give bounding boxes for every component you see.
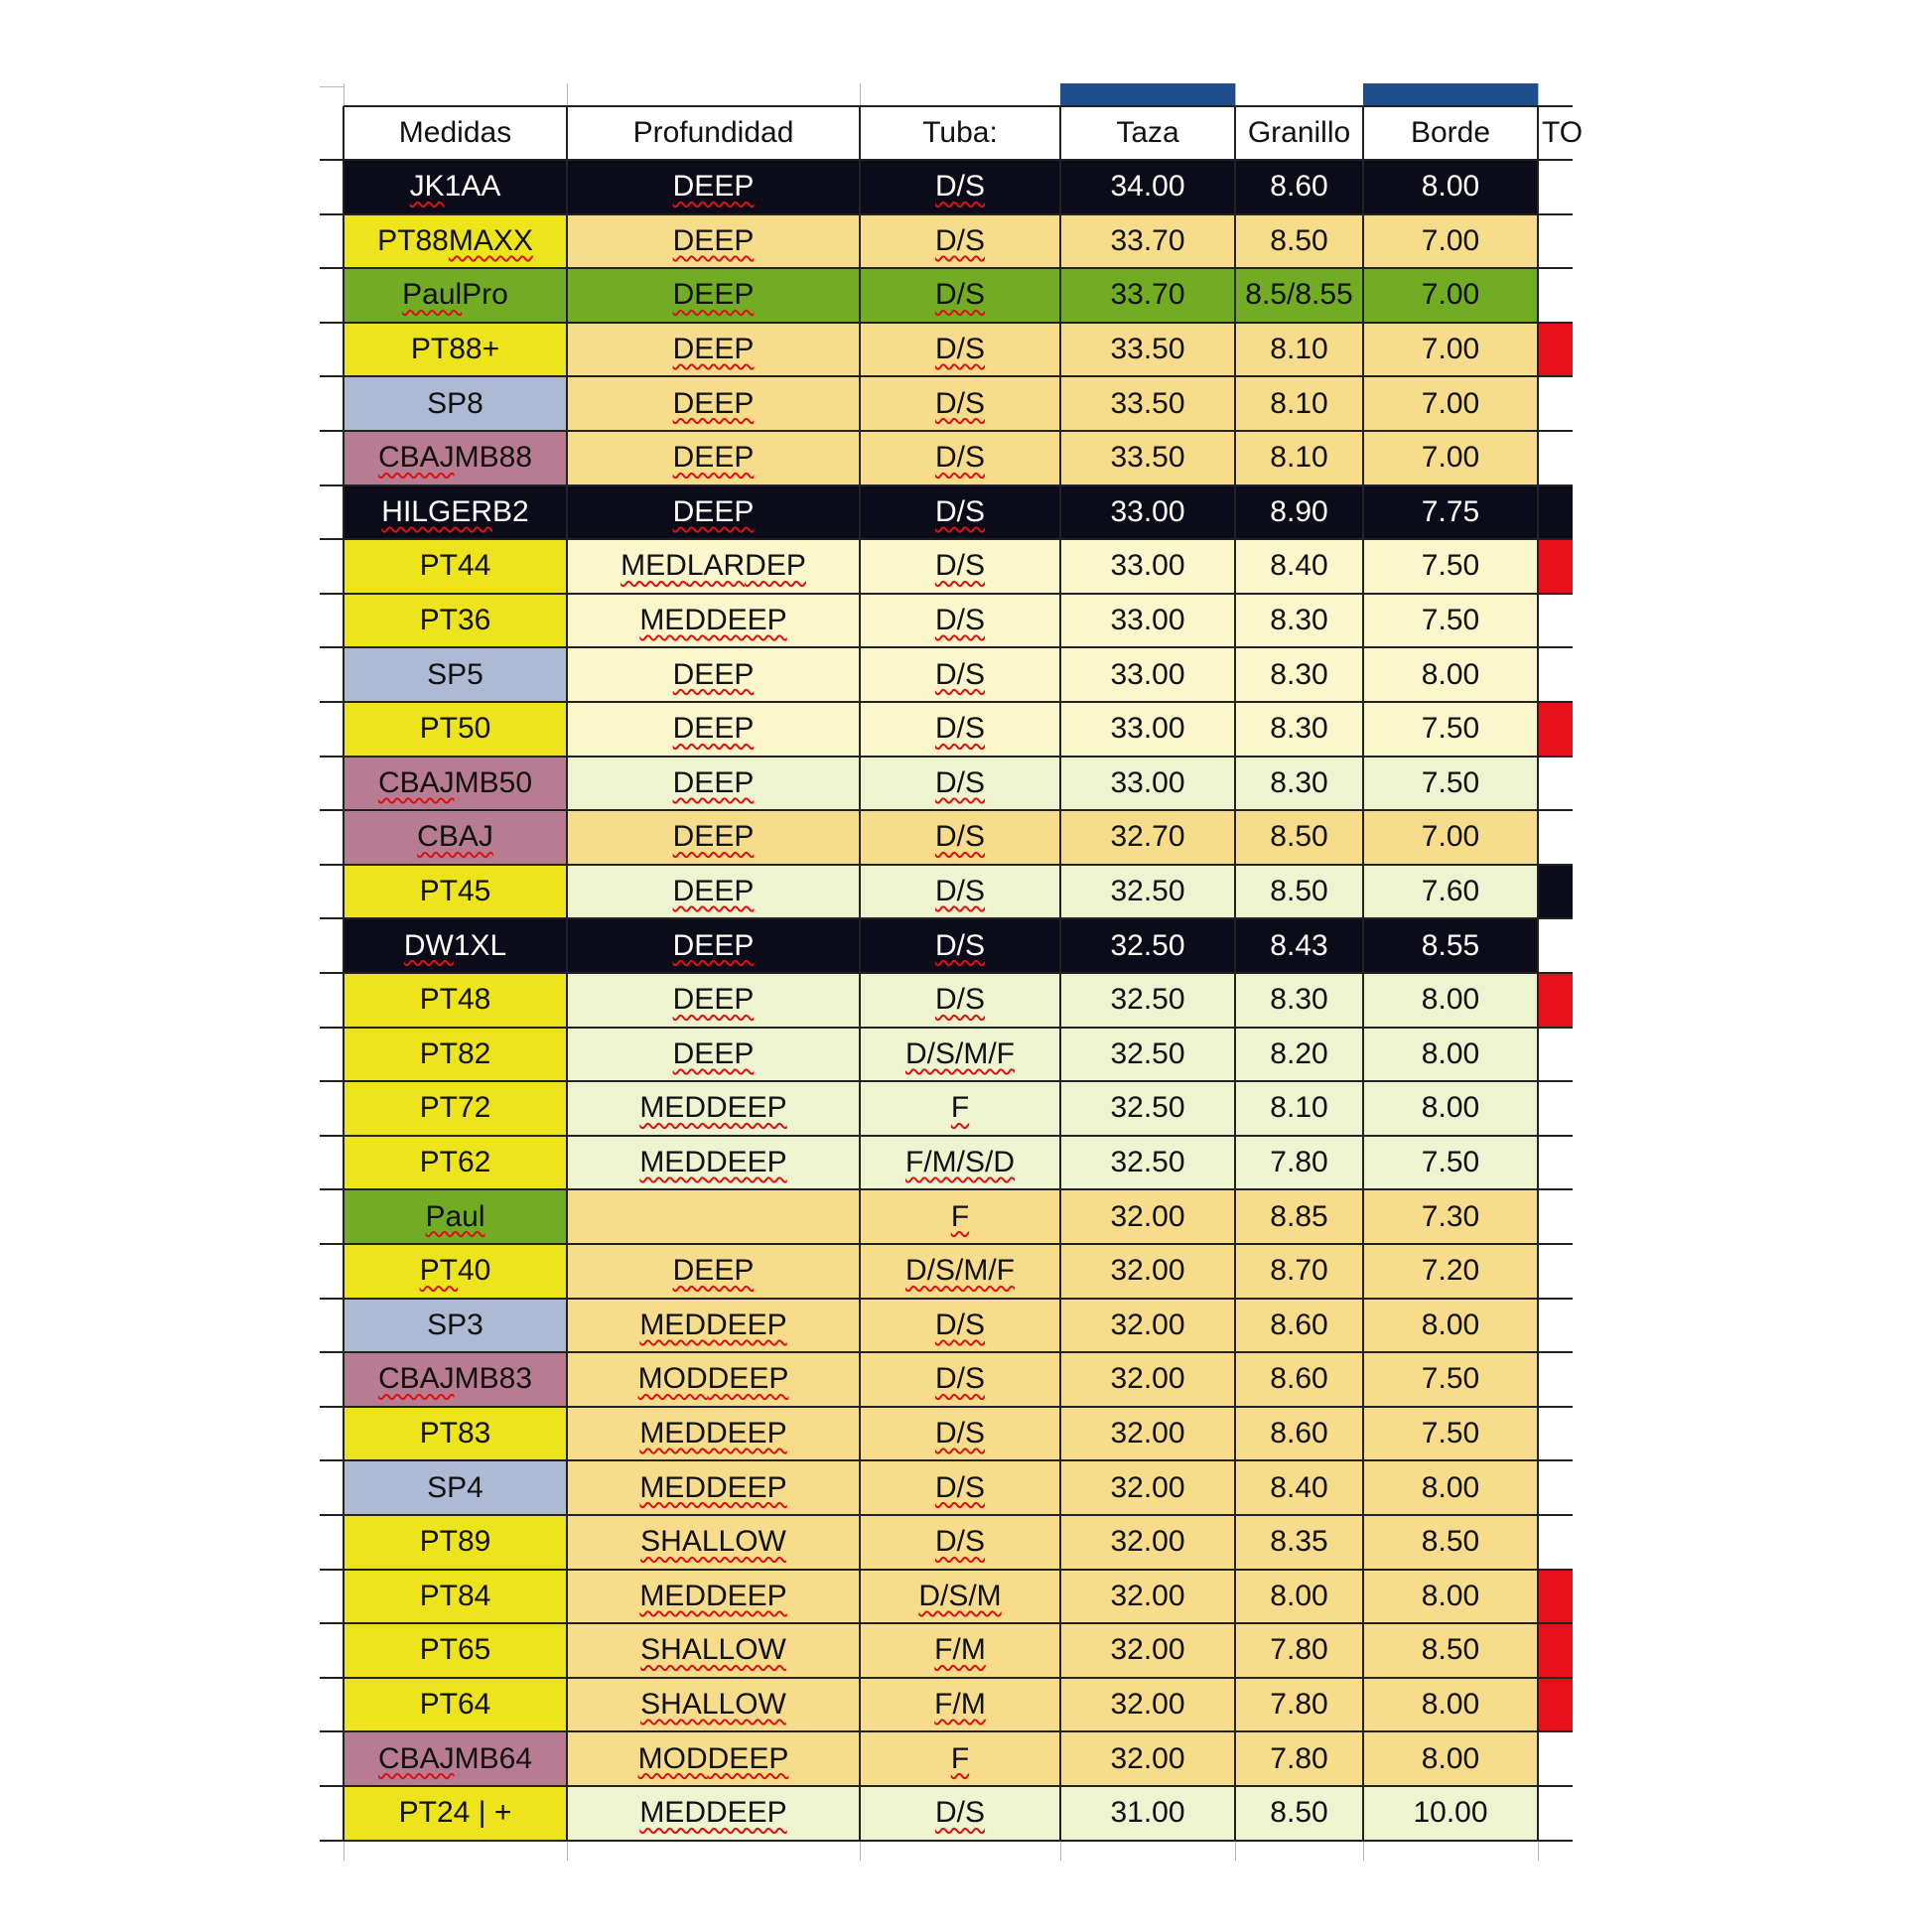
row-border [320,1569,1573,1571]
cell-taza[interactable]: 32.00 [1060,1299,1235,1353]
row-border [320,375,1573,377]
cell-granillo[interactable]: 8.50 [1235,865,1363,919]
cell-taza[interactable]: 32.00 [1060,1623,1235,1678]
cell-profundidad[interactable]: DEEP [567,810,860,865]
cell-taza[interactable]: 32.00 [1060,1460,1235,1515]
cell-to[interactable] [1538,160,1573,214]
row-border [320,1243,1573,1245]
cell-taza[interactable]: 32.50 [1060,865,1235,919]
cell-medidas[interactable]: PT88+ [344,323,567,377]
cell-tuba[interactable]: F [860,1731,1060,1786]
cell-profundidad[interactable]: MOD DEEP [567,1352,860,1407]
row-border [320,756,1573,758]
cell-granillo[interactable]: 8.50 [1235,214,1363,269]
cell-to[interactable] [1538,1407,1573,1461]
row-border [320,538,1573,540]
row-border [320,917,1573,919]
column-border [1234,106,1236,1841]
cell-tuba[interactable]: D/S [860,647,1060,702]
cell-tuba[interactable]: F/M [860,1623,1060,1678]
cell-medidas[interactable]: SP3 [344,1299,567,1353]
cell-tuba[interactable]: D/S/M [860,1570,1060,1624]
cell-tuba[interactable]: D/S [860,594,1060,648]
cell-to[interactable] [1538,918,1573,973]
cell-granillo[interactable]: 8.5/8.55 [1235,268,1363,323]
grid-stub [1538,1841,1539,1861]
cell-medidas[interactable]: PT65 [344,1623,567,1678]
cell-borde[interactable]: 8.00 [1363,973,1538,1028]
column-border [1362,106,1364,1841]
cell-to[interactable] [1538,1081,1573,1136]
cell-medidas[interactable]: PT84 [344,1570,567,1624]
cell-granillo[interactable]: 8.10 [1235,431,1363,485]
cell-taza[interactable]: 33.00 [1060,702,1235,757]
cell-borde[interactable]: 7.20 [1363,1244,1538,1299]
cell-medidas[interactable]: PT44 [344,539,567,594]
cell-medidas[interactable]: CBAJ MB64 [344,1731,567,1786]
cell-granillo[interactable]: 8.50 [1235,1786,1363,1841]
cell-medidas[interactable]: SP8 [344,376,567,431]
cell-taza[interactable]: 33.00 [1060,647,1235,702]
cell-granillo[interactable]: 8.00 [1235,1570,1363,1624]
cell-taza[interactable]: 34.00 [1060,160,1235,214]
cell-taza[interactable]: 33.00 [1060,594,1235,648]
cell-taza[interactable]: 32.50 [1060,973,1235,1028]
row-border [320,1785,1573,1787]
cell-borde[interactable]: 7.00 [1363,214,1538,269]
cell-taza[interactable]: 33.00 [1060,485,1235,540]
cell-tuba[interactable]: D/S [860,1786,1060,1841]
cell-profundidad[interactable]: DEEP [567,268,860,323]
cell-medidas[interactable]: CBAJ MB50 [344,757,567,811]
header-borde[interactable]: Borde [1363,106,1538,160]
cell-medidas[interactable]: PT62 [344,1136,567,1190]
cell-profundidad[interactable]: DEEP [567,757,860,811]
cell-to[interactable] [1538,1786,1573,1841]
cell-taza[interactable]: 33.50 [1060,323,1235,377]
cell-taza[interactable]: 32.00 [1060,1731,1235,1786]
cell-borde[interactable]: 7.75 [1363,485,1538,540]
row-border [344,105,1573,107]
cell-profundidad[interactable]: SHALLOW [567,1678,860,1732]
cell-taza[interactable]: 33.50 [1060,376,1235,431]
cell-tuba[interactable]: D/S/M/F [860,1244,1060,1299]
cell-granillo[interactable]: 8.30 [1235,702,1363,757]
cell-tuba[interactable]: F/M [860,1678,1060,1732]
cell-granillo[interactable]: 8.30 [1235,594,1363,648]
cell-tuba[interactable]: D/S [860,214,1060,269]
row-border [320,972,1573,974]
cell-to[interactable] [1538,1678,1573,1732]
grid-stub [1235,83,1236,106]
cell-tuba[interactable]: D/S [860,1515,1060,1570]
cell-to[interactable] [1538,268,1573,323]
cell-tuba[interactable]: F [860,1189,1060,1244]
column-border [566,106,568,1841]
cell-taza[interactable]: 33.70 [1060,214,1235,269]
cell-profundidad[interactable]: MED DEEP [567,1570,860,1624]
cell-granillo[interactable]: 8.10 [1235,1081,1363,1136]
column-border [1537,106,1539,1841]
cell-granillo[interactable]: 8.30 [1235,647,1363,702]
cell-to[interactable] [1538,1570,1573,1624]
row-border [320,809,1573,811]
row-border [320,1622,1573,1624]
cell-tuba[interactable]: D/S [860,323,1060,377]
cell-medidas[interactable]: PT45 [344,865,567,919]
cell-to[interactable] [1538,865,1573,919]
cell-to[interactable] [1538,702,1573,757]
cell-taza[interactable]: 32.00 [1060,1678,1235,1732]
cell-granillo[interactable]: 8.60 [1235,1352,1363,1407]
cell-granillo[interactable]: 8.10 [1235,323,1363,377]
cell-tuba[interactable]: D/S [860,865,1060,919]
cell-borde[interactable]: 7.00 [1363,431,1538,485]
row-border [320,1840,1573,1842]
cell-borde[interactable]: 7.50 [1363,702,1538,757]
cell-to[interactable] [1538,376,1573,431]
cell-taza[interactable]: 32.00 [1060,1515,1235,1570]
cell-borde[interactable]: 8.55 [1363,918,1538,973]
cell-granillo[interactable]: 7.80 [1235,1678,1363,1732]
row-border [320,159,1573,161]
cell-to[interactable] [1538,1028,1573,1082]
cell-granillo[interactable]: 8.85 [1235,1189,1363,1244]
grid-stub [860,83,861,106]
cell-to[interactable] [1538,1460,1573,1515]
cell-taza[interactable]: 32.00 [1060,1244,1235,1299]
cell-medidas[interactable]: CBAJ MB83 [344,1352,567,1407]
grid-stub [860,1841,861,1861]
cell-taza[interactable]: 32.50 [1060,1136,1235,1190]
cell-tuba[interactable]: D/S [860,376,1060,431]
cell-granillo[interactable]: 8.35 [1235,1515,1363,1570]
cell-to[interactable] [1538,757,1573,811]
cell-taza[interactable]: 33.00 [1060,539,1235,594]
cell-profundidad[interactable] [567,1189,860,1244]
cell-medidas[interactable]: PT83 [344,1407,567,1461]
cell-tuba[interactable]: D/S [860,1299,1060,1353]
row-border [320,1351,1573,1353]
cell-tuba[interactable]: D/S [860,1407,1060,1461]
grid-stub [567,1841,568,1861]
cell-to[interactable] [1538,1244,1573,1299]
cell-profundidad[interactable]: MED DEEP [567,1786,860,1841]
cell-tuba[interactable]: D/S [860,485,1060,540]
row-border [320,864,1573,866]
cell-to[interactable] [1538,1136,1573,1190]
column-border [859,106,861,1841]
cell-medidas[interactable]: PT 40 [344,1244,567,1299]
row-border [320,1188,1573,1190]
grid-stub [344,83,345,106]
grid-stub [344,1841,345,1861]
cell-medidas[interactable]: PT72 [344,1081,567,1136]
grid-stub [320,86,344,87]
cell-borde[interactable]: 8.00 [1363,1570,1538,1624]
row-border [320,213,1573,215]
column-border [343,106,345,1841]
cell-profundidad[interactable]: MED DEEP [567,1460,860,1515]
cell-medidas[interactable]: JK 1AA [344,160,567,214]
cell-borde[interactable]: 8.50 [1363,1623,1538,1678]
cell-to[interactable] [1538,214,1573,269]
cell-granillo[interactable]: 8.70 [1235,1244,1363,1299]
cell-profundidad[interactable]: SHALLOW [567,1515,860,1570]
cell-taza[interactable]: 32.50 [1060,918,1235,973]
cell-borde[interactable]: 8.00 [1363,1081,1538,1136]
cell-tuba[interactable]: D/S [860,1352,1060,1407]
cell-profundidad[interactable]: MED DEEP [567,1136,860,1190]
cell-borde[interactable]: 10.00 [1363,1786,1538,1841]
cell-profundidad[interactable]: DEEP [567,647,860,702]
cell-taza[interactable]: 32.00 [1060,1570,1235,1624]
cell-to[interactable] [1538,1731,1573,1786]
cell-medidas[interactable]: Paul [344,1189,567,1244]
row-border [320,646,1573,648]
cell-profundidad[interactable]: DEEP [567,1028,860,1082]
cell-borde[interactable]: 7.50 [1363,594,1538,648]
cell-borde[interactable]: 7.50 [1363,1136,1538,1190]
cell-to[interactable] [1538,539,1573,594]
header-tuba[interactable]: Tuba: [860,106,1060,160]
row-border [320,1677,1573,1679]
cell-profundidad[interactable]: DEEP [567,918,860,973]
cell-to[interactable] [1538,1623,1573,1678]
cell-medidas[interactable]: PT89 [344,1515,567,1570]
cell-to[interactable] [1538,810,1573,865]
cell-profundidad[interactable]: DEEP [567,702,860,757]
cell-tuba[interactable]: D/S/M/F [860,1028,1060,1082]
row-border [320,484,1573,486]
cell-borde[interactable]: 7.30 [1363,1189,1538,1244]
cell-medidas[interactable]: CBAJ [344,810,567,865]
grid-stub [1060,1841,1061,1861]
cell-granillo[interactable]: 7.80 [1235,1136,1363,1190]
cell-profundidad[interactable]: SHALLOW [567,1623,860,1678]
cell-profundidad[interactable]: MOD DEEP [567,1731,860,1786]
cell-profundidad[interactable]: DEEP [567,376,860,431]
cell-tuba[interactable]: D/S [860,810,1060,865]
cell-to[interactable] [1538,1352,1573,1407]
cell-tuba[interactable]: D/S [860,918,1060,973]
cell-borde[interactable]: 8.00 [1363,1678,1538,1732]
cell-to[interactable] [1538,431,1573,485]
cell-taza[interactable]: 32.00 [1060,1189,1235,1244]
header-taza[interactable]: Taza [1060,106,1235,160]
cell-granillo[interactable]: 8.10 [1235,376,1363,431]
cell-taza[interactable]: 32.00 [1060,1352,1235,1407]
cell-medidas[interactable]: CBAJ MB88 [344,431,567,485]
cell-medidas[interactable]: SP5 [344,647,567,702]
cell-tuba[interactable]: F [860,1081,1060,1136]
cell-granillo[interactable]: 8.43 [1235,918,1363,973]
cell-profundidad[interactable]: DEEP [567,160,860,214]
header-granillo[interactable]: Granillo [1235,106,1363,160]
cell-taza[interactable]: 32.00 [1060,1407,1235,1461]
cell-to[interactable] [1538,973,1573,1028]
cell-profundidad[interactable]: DEEP [567,214,860,269]
cell-tuba[interactable]: D/S [860,702,1060,757]
cell-tuba[interactable]: D/S [860,973,1060,1028]
cell-taza[interactable]: 31.00 [1060,1786,1235,1841]
cell-granillo[interactable]: 7.80 [1235,1623,1363,1678]
row-border [320,593,1573,595]
row-border [320,1514,1573,1516]
cell-profundidad[interactable]: DEEP [567,431,860,485]
header-accent-bar [1363,83,1538,107]
cell-borde[interactable]: 7.50 [1363,539,1538,594]
cell-to[interactable] [1538,647,1573,702]
cell-tuba[interactable]: D/S [860,431,1060,485]
cell-tuba[interactable]: D/S [860,268,1060,323]
cell-taza[interactable]: 33.50 [1060,431,1235,485]
cell-profundidad[interactable]: DEEP [567,323,860,377]
cell-borde[interactable]: 7.60 [1363,865,1538,919]
cell-granillo[interactable]: 8.60 [1235,160,1363,214]
cell-taza[interactable]: 33.70 [1060,268,1235,323]
cell-granillo[interactable]: 8.30 [1235,973,1363,1028]
cell-borde[interactable]: 7.00 [1363,376,1538,431]
cell-granillo[interactable]: 8.50 [1235,810,1363,865]
cell-profundidad[interactable]: MED DEEP [567,594,860,648]
header-to[interactable]: TO [1538,106,1573,160]
cell-to[interactable] [1538,1189,1573,1244]
row-border [320,1298,1573,1300]
cell-medidas[interactable]: DW 1XL [344,918,567,973]
cell-medidas[interactable]: PT48 [344,973,567,1028]
cell-medidas[interactable]: Paul Pro [344,268,567,323]
cell-borde[interactable]: 8.00 [1363,1460,1538,1515]
cell-profundidad[interactable]: DEEP [567,485,860,540]
row-border [320,1730,1573,1732]
cell-borde[interactable]: 7.00 [1363,323,1538,377]
cell-profundidad[interactable]: MED DEEP [567,1407,860,1461]
row-border [320,1080,1573,1082]
cell-taza[interactable]: 32.50 [1060,1081,1235,1136]
cell-granillo[interactable]: 8.60 [1235,1299,1363,1353]
cell-borde[interactable]: 8.00 [1363,1731,1538,1786]
header-medidas[interactable]: Medidas [344,106,567,160]
cell-medidas[interactable]: SP4 [344,1460,567,1515]
cell-profundidad[interactable]: MED DEEP [567,1299,860,1353]
cell-granillo[interactable]: 8.40 [1235,539,1363,594]
header-profundidad[interactable]: Profundidad [567,106,860,160]
cell-medidas[interactable]: PT24 | + [344,1786,567,1841]
row-border [320,1135,1573,1137]
cell-taza[interactable]: 32.50 [1060,1028,1235,1082]
grid-stub [567,83,568,106]
cell-tuba[interactable]: D/S [860,160,1060,214]
cell-taza[interactable]: 32.70 [1060,810,1235,865]
cell-medidas[interactable]: PT50 [344,702,567,757]
cell-to[interactable] [1538,1299,1573,1353]
cell-granillo[interactable]: 7.80 [1235,1731,1363,1786]
row-border [320,322,1573,324]
cell-taza[interactable]: 33.00 [1060,757,1235,811]
cell-medidas[interactable]: PT64 [344,1678,567,1732]
cell-borde[interactable]: 7.00 [1363,268,1538,323]
cell-profundidad[interactable]: MED LAR DEP [567,539,860,594]
column-border [1059,106,1061,1841]
cell-profundidad[interactable]: DEEP [567,1244,860,1299]
grid-stub [1363,1841,1364,1861]
cell-medidas[interactable]: PT82 [344,1028,567,1082]
cell-medidas[interactable]: PT36 [344,594,567,648]
grid-stub [1538,83,1539,106]
cell-tuba[interactable]: F/M/S/D [860,1136,1060,1190]
cell-borde[interactable]: 8.00 [1363,1299,1538,1353]
cell-borde[interactable]: 8.00 [1363,160,1538,214]
cell-granillo[interactable]: 8.60 [1235,1407,1363,1461]
cell-to[interactable] [1538,594,1573,648]
cell-borde[interactable]: 7.50 [1363,1407,1538,1461]
cell-borde[interactable]: 8.00 [1363,1028,1538,1082]
cell-granillo[interactable]: 8.40 [1235,1460,1363,1515]
row-border [320,1406,1573,1408]
cell-medidas[interactable]: HILGER B2 [344,485,567,540]
cell-granillo[interactable]: 8.30 [1235,757,1363,811]
cell-to[interactable] [1538,1515,1573,1570]
cell-granillo[interactable]: 8.20 [1235,1028,1363,1082]
row-border [320,267,1573,269]
cell-medidas[interactable]: PT88 MAXX [344,214,567,269]
grid-stub [1235,1841,1236,1861]
row-border [320,430,1573,432]
header-accent-bar [1060,83,1235,107]
cell-granillo[interactable]: 8.90 [1235,485,1363,540]
cell-profundidad[interactable]: MED DEEP [567,1081,860,1136]
cell-tuba[interactable]: D/S [860,757,1060,811]
row-border [320,1459,1573,1461]
cell-borde[interactable]: 8.50 [1363,1515,1538,1570]
cell-borde[interactable]: 8.00 [1363,647,1538,702]
cell-tuba[interactable]: D/S [860,1460,1060,1515]
cell-tuba[interactable]: D/S [860,539,1060,594]
cell-profundidad[interactable]: DEEP [567,865,860,919]
row-border [320,1027,1573,1029]
cell-borde[interactable]: 7.50 [1363,757,1538,811]
cell-borde[interactable]: 7.50 [1363,1352,1538,1407]
row-border [320,701,1573,703]
cell-borde[interactable]: 7.00 [1363,810,1538,865]
cell-to[interactable] [1538,323,1573,377]
cell-to[interactable] [1538,485,1573,540]
cell-profundidad[interactable]: DEEP [567,973,860,1028]
